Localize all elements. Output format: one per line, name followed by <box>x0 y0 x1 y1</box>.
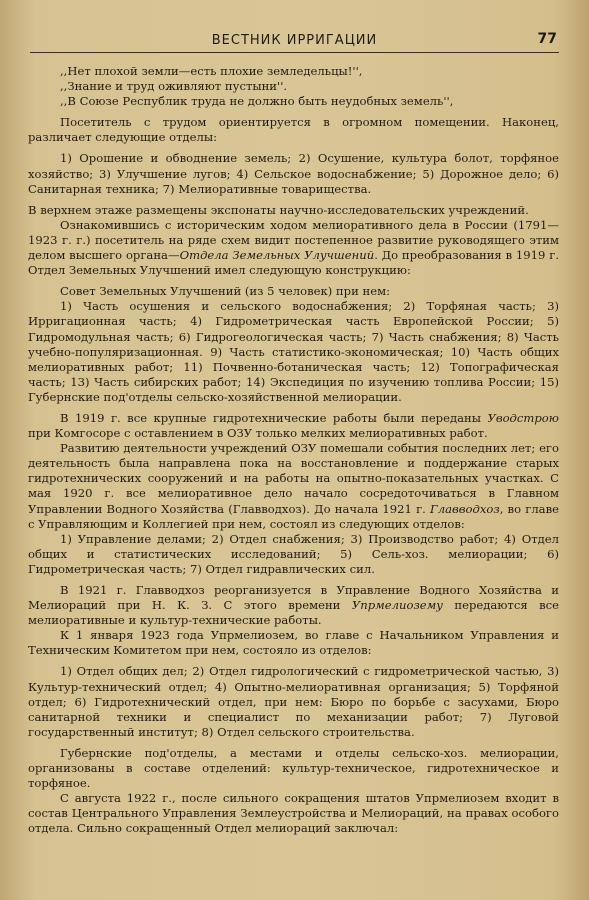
list-uprmeliozem-departments: 1) Отдел общих дел; 2) Отдел гидрологический с гидрометрической частью, 3) Культур-технический отдел; 4) Опытно-мелиоративная организация; 5) Торфяной отдел; 6) Гидротехнический отдел, при нем: Бюро по борьбе с засухами, Бюро санитарной техники и специалист по механизации работ; 7) Луговой государственный институт; 8) Отдел сельского строительства. <box>28 664 559 739</box>
ozu-text-c: , во главе с Управляющим и Коллегией при нем, состоял из следующих отделов: <box>28 501 559 531</box>
list-glavvodhoz-departments: 1) Управление делами; 2) Отдел снабжения; 3) Производство работ; 4) Отдел общих и статистических исследований; 5) Сель-хоз. мелиорации; 6) Гидрометрическая часть; 7) Отдел гидравлических сил. <box>28 531 559 576</box>
history-text-italic: Отдела Земельных Улучшений <box>179 248 375 263</box>
paragraph-council: Совет Земельных Улучшений (из 5 человек) при нем: <box>60 284 391 299</box>
ozu-text-italic: Главводхоз <box>430 501 500 516</box>
page-number: 77 <box>537 31 557 47</box>
p1919-text-italic: Уводстрою <box>487 410 559 425</box>
paragraph-history <box>28 218 559 278</box>
paragraph-visitor: Посетитель с трудом ориентируется в огромном помещении. Наконец, различает следующие отделы: <box>28 115 559 145</box>
p1921-text-italic: Упрмелиозему <box>351 598 443 613</box>
p1919-text-a: В 1919 г. все крупные гидротехнические работы были переданы <box>60 410 488 425</box>
history-text-c: . До преобразования в 1919 г. Отдел Земельных Улучшений имел следующую конструкцию: <box>28 248 560 278</box>
slogan-3: ,,В Союзе Республик труда не должно быть неудобных земель'', <box>60 94 454 109</box>
p1919-text-c: при Комгосоре с оставлением в ОЗУ только мелких мелиоративных работ. <box>28 426 488 441</box>
list-council-parts: 1) Часть осушения и сельского водоснабжения; 2) Торфяная часть; 3) Ирригационная часть; 4) Гидрометрическая часть Европейской России; 5) Гидромодульная часть; 6) Гидрогеологическая часть; 7) Часть снабжения; 8) Часть учебно-популяризационная. 9) Часть статистико-экономическая; 10) Часть общих мелиоративных работ; 11) Почвенно-ботаническая часть; 12) Топографическая часть; 13) Часть сибирских работ; 14) Экспедиция по изучению топлива России; 15) Губернские под'отделы сельско-хозяйственной мелиорации. <box>28 299 559 404</box>
paragraph-1923: К 1 января 1923 года Упрмелиозем, во главе с Начальником Управления и Техническим Комитетом при нем, состояло из отделов: <box>28 628 559 658</box>
paragraph-1919 <box>28 411 559 441</box>
running-header <box>30 30 559 53</box>
paragraph-upper-floor: В верхнем этаже размещены экспонаты научно-исследовательских учреждений. <box>28 202 529 217</box>
slogan-1: ,,Нет плохой земли—есть плохие земледельцы!'', <box>60 64 363 78</box>
ozu-text-a: Развитию деятельности учреждений ОЗУ помешали события последних лет; его деятельность была направлена пока на восстановление и поддержание старых гидротехнических сооружений и на работы на опытно-показательных участках. С мая 1920 г. все мелиоративное дело начало сосредоточиваться в Главном Управлении Водного Хозяйства (Главводхоз). До начала 1921 г. <box>28 441 559 516</box>
history-text-a: Ознакомившись с историческим ходом мелиоративного дела в России (1791—1923 г. г.) посетитель на ряде схем видит постепенное развитие руководящего этим делом высшего органа— <box>28 217 559 263</box>
journal-title: ВЕСТНИК ИРРИГАЦИИ <box>211 33 378 48</box>
paragraph-1921 <box>28 583 559 628</box>
p1921-text-c: передаются все мелиоративные и культур-технические работы. <box>28 598 559 628</box>
paragraph-gubernia: Губернские под'отделы, а местами и отделы сельско-хоз. мелиорации, организованы в составе отделений: культур-техническое, гидротехническое и торфяное. <box>28 745 559 791</box>
paragraph-ozu-activity <box>28 441 559 532</box>
slogan-2: ,,Знание и труд оживляют пустыни''. <box>60 79 288 94</box>
list-exhibit-departments: 1) Орошение и обводнение земель; 2) Осушение, культура болот, торфяное хозяйство; 3) Улучшение лугов; 4) Сельское водоснабжение; 5) Дорожное дело; 6) Санитарная техника; 7) Мелиоративные товарищества. <box>28 151 559 196</box>
article-body <box>28 64 559 837</box>
p1921-text-a: В 1921 г. Главводхоз реорганизуется в Управление Водного Хозяйства и Мелиораций при Н. К. З. С этого времени <box>28 583 559 613</box>
paragraph-august-1922: С августа 1922 г., после сильного сокращения штатов Упрмелиозем входит в состав Центрального Управления Землеустройства и Мелиораций, на правах особого отдела. Сильно сокращенный Отдел мелиораций заключал: <box>28 791 559 836</box>
